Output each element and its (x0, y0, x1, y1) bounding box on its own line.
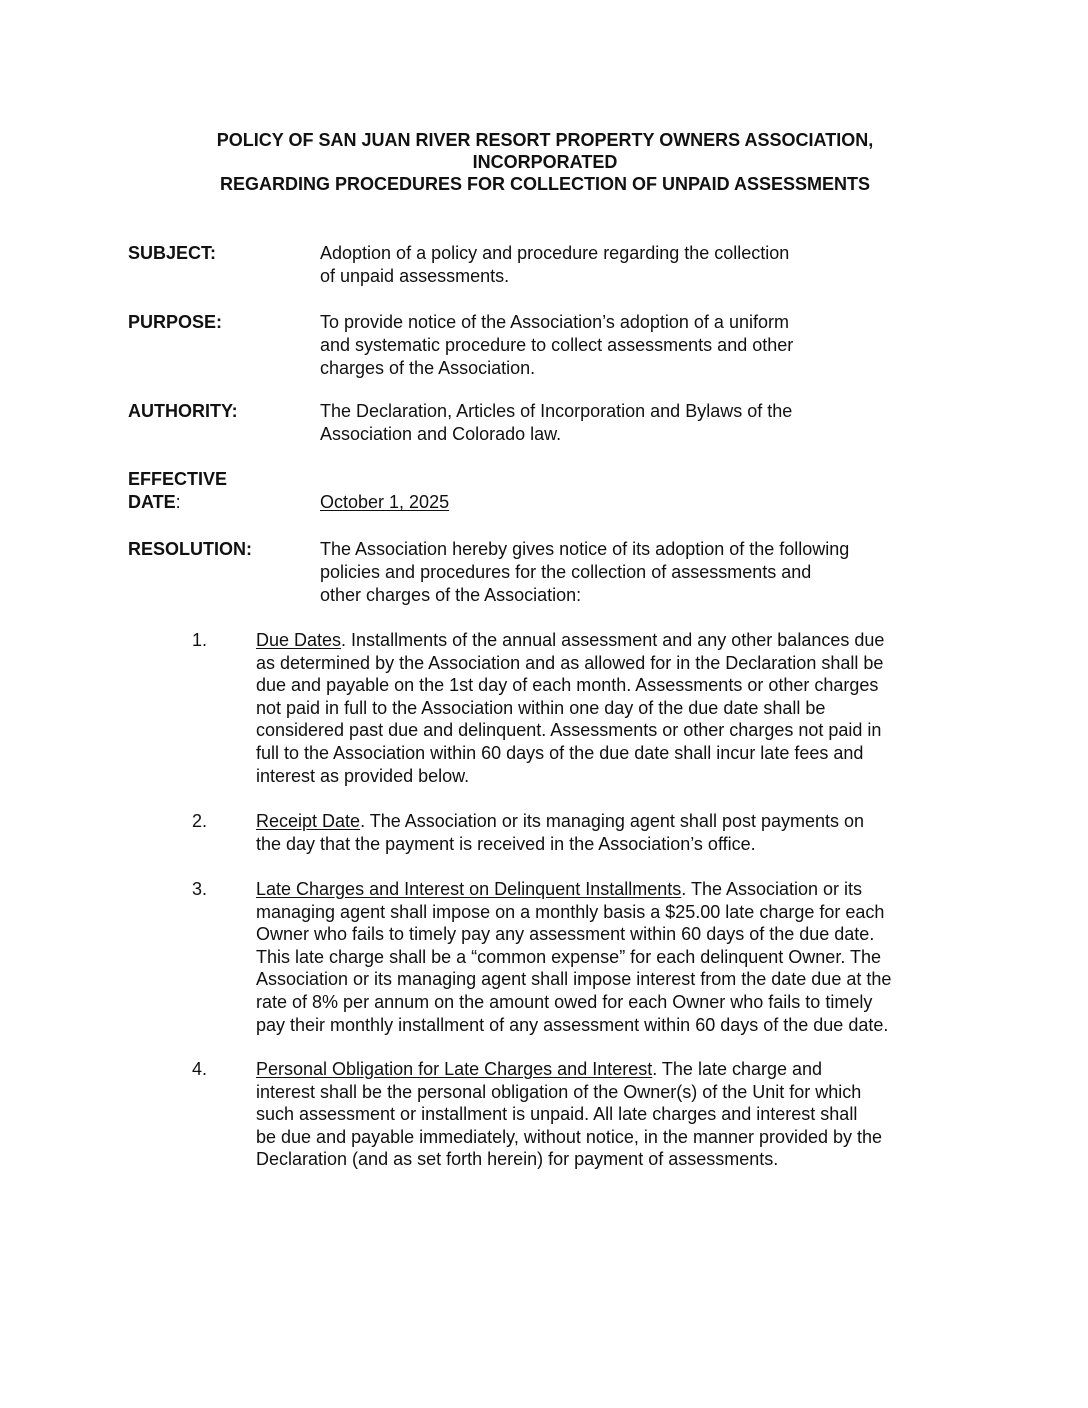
effective-date-text: October 1, 2025 (320, 492, 450, 512)
resolution-label: RESOLUTION: (128, 539, 252, 559)
item-line: managing agent shall impose on a monthly basis a $25.00 late charge for each (256, 901, 885, 922)
item-number: 3. (192, 879, 208, 899)
purpose-line: To provide notice of the Association’s adoption of a uniform (320, 312, 789, 332)
item-line: Association or its managing agent shall impose interest from the date due at the (256, 969, 892, 990)
purpose-line: charges of the Association. (320, 358, 536, 378)
item-line: pay their monthly installment of any assessment within 60 days of the due date. (256, 1014, 889, 1035)
purpose-line: and systematic procedure to collect assessments and other (320, 335, 794, 355)
effective-date-label (128, 468, 227, 514)
subject-value (320, 242, 789, 288)
purpose-value (320, 311, 793, 380)
item-number: 4. (192, 1059, 208, 1079)
item-heading: Personal Obligation for Late Charges and Interest (256, 1059, 653, 1079)
item-line: full to the Association within 60 days of the due date shall incur late fees and (256, 742, 864, 763)
item-line: rate of 8% per annum on the amount owed for each Owner who fails to timely (256, 991, 873, 1012)
resolution-line: other charges of the Association: (320, 585, 582, 605)
item-line: such assessment or installment is unpaid. All late charges and interest shall (256, 1104, 858, 1125)
item-heading: Receipt Date (256, 811, 361, 831)
authority-value (320, 400, 792, 446)
item-line: This late charge shall be a “common expense” for each delinquent Owner. The (256, 946, 882, 967)
resolution-line: The Association hereby gives notice of its adoption of the following (320, 539, 850, 559)
item-body (256, 878, 891, 1036)
subject-line: of unpaid assessments. (320, 266, 510, 286)
item-line: be due and payable immediately, without notice, in the manner provided by the (256, 1126, 883, 1147)
item-line: considered past due and delinquent. Assessments or other charges not paid in (256, 720, 882, 741)
title-line-3: REGARDING PROCEDURES FOR COLLECTION OF UNPAID ASSESSMENTS (219, 174, 871, 194)
item-heading: Due Dates (256, 630, 342, 650)
authority-line: The Declaration, Articles of Incorporation and Bylaws of the (320, 401, 793, 421)
item-line: interest shall be the personal obligation of the Owner(s) of the Unit for which (256, 1081, 862, 1102)
item-line: not paid in full to the Association within one day of the due date shall be (256, 697, 826, 718)
date-label-colon: : (175, 492, 181, 512)
item-line: interest as provided below. (256, 765, 470, 786)
subject-label: SUBJECT: (128, 243, 217, 263)
document-title (120, 129, 970, 195)
effective-date-value (320, 491, 449, 514)
title-line-2: INCORPORATED (472, 152, 618, 172)
item-line: due and payable on the 1st day of each month. Assessments or other charges (256, 675, 879, 696)
item-line: Declaration (and as set forth herein) for payment of assessments. (256, 1149, 779, 1170)
item-body (256, 1058, 882, 1171)
item-text: . The Association or its managing agent shall post payments on (360, 811, 865, 831)
item-body (256, 629, 884, 787)
item-text: . The Association or its (681, 879, 863, 899)
item-heading: Late Charges and Interest on Delinquent Installments (256, 879, 682, 899)
item-body (256, 810, 864, 855)
item-number: 2. (192, 811, 208, 831)
resolution-value (320, 538, 849, 607)
purpose-label: PURPOSE: (128, 312, 223, 332)
item-line: the day that the payment is received in the Association’s office. (256, 833, 756, 854)
item-text: . Installments of the annual assessment and any other balances due (341, 630, 885, 650)
item-line: Owner who fails to timely pay any assessment within 60 days of the due date. (256, 924, 875, 945)
item-text: . The late charge and (652, 1059, 823, 1079)
item-line: as determined by the Association and as allowed for in the Declaration shall be (256, 652, 884, 673)
subject-line: Adoption of a policy and procedure regarding the collection (320, 243, 790, 263)
authority-line: Association and Colorado law. (320, 424, 562, 444)
title-line-1: POLICY OF SAN JUAN RIVER RESORT PROPERTY OWNERS ASSOCIATION, (216, 130, 874, 150)
item-number: 1. (192, 630, 208, 650)
resolution-line: policies and procedures for the collection of assessments and (320, 562, 812, 582)
effective-label-line: EFFECTIVE (128, 469, 228, 489)
date-label-word: DATE (128, 492, 176, 512)
authority-label: AUTHORITY: (128, 401, 238, 421)
